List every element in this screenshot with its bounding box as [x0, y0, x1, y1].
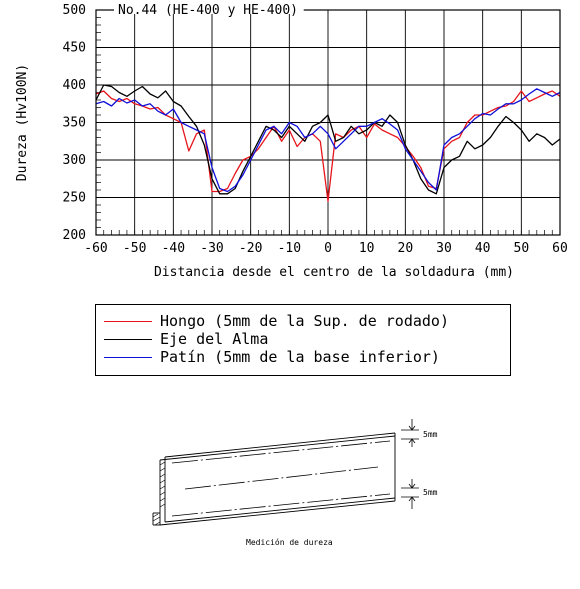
- chart-title: No.44 (HE-400 y HE-400): [118, 3, 299, 18]
- y-tick-label: 500: [62, 3, 86, 18]
- x-tick-label: -50: [122, 241, 147, 256]
- x-tick-label: 0: [324, 241, 332, 256]
- legend-swatch-eje: [104, 339, 152, 340]
- x-tick-label: 30: [436, 241, 452, 256]
- y-tick-label: 300: [62, 153, 86, 168]
- y-tick-label: 200: [62, 228, 86, 243]
- y-tick-label: 350: [62, 115, 86, 131]
- legend-label-eje: Eje del Alma: [160, 330, 269, 348]
- x-tick-label: 40: [474, 241, 491, 256]
- x-tick-label: -10: [277, 241, 302, 256]
- x-tick-label: 60: [552, 241, 568, 256]
- y-tick-label: 450: [62, 40, 86, 56]
- x-tick-labels: [84, 241, 568, 256]
- legend-label-hongo: Hongo (5mm de la Sup. de rodado): [160, 312, 449, 330]
- x-tick-label: -20: [238, 241, 263, 256]
- rail-section-diagram: [0, 405, 580, 565]
- x-tick-label: -40: [161, 241, 186, 256]
- rail-end-hatching: [153, 462, 165, 525]
- y-tick-label: 400: [62, 78, 86, 93]
- legend-label-patin: Patín (5mm de la base inferior): [160, 348, 440, 366]
- dimension-marks: [401, 419, 419, 509]
- dimension-label-top: 5mm: [423, 430, 438, 439]
- legend-swatch-patin: [104, 357, 152, 358]
- legend-item-patin: [104, 348, 440, 366]
- y-axis-label: Dureza (Hv100N): [15, 63, 30, 182]
- y-tick-labels: [63, 3, 86, 243]
- y-tick-label: 250: [62, 190, 86, 206]
- chart-legend: [95, 304, 511, 376]
- x-tick-label: -60: [84, 241, 108, 256]
- x-axis-label: Distancia desde el centro de la soldadura (mm): [153, 265, 515, 280]
- x-tick-label: 10: [358, 241, 375, 256]
- x-tick-label: 50: [513, 241, 530, 256]
- dimension-label-bottom: 5mm: [423, 488, 438, 497]
- legend-swatch-hongo: [104, 321, 152, 322]
- legend-item-eje: [104, 330, 268, 348]
- legend-item-hongo: [104, 312, 449, 330]
- x-tick-label: 20: [397, 241, 414, 256]
- x-tick-label: -30: [200, 241, 224, 256]
- diagram-caption: Medición de dureza: [246, 538, 333, 547]
